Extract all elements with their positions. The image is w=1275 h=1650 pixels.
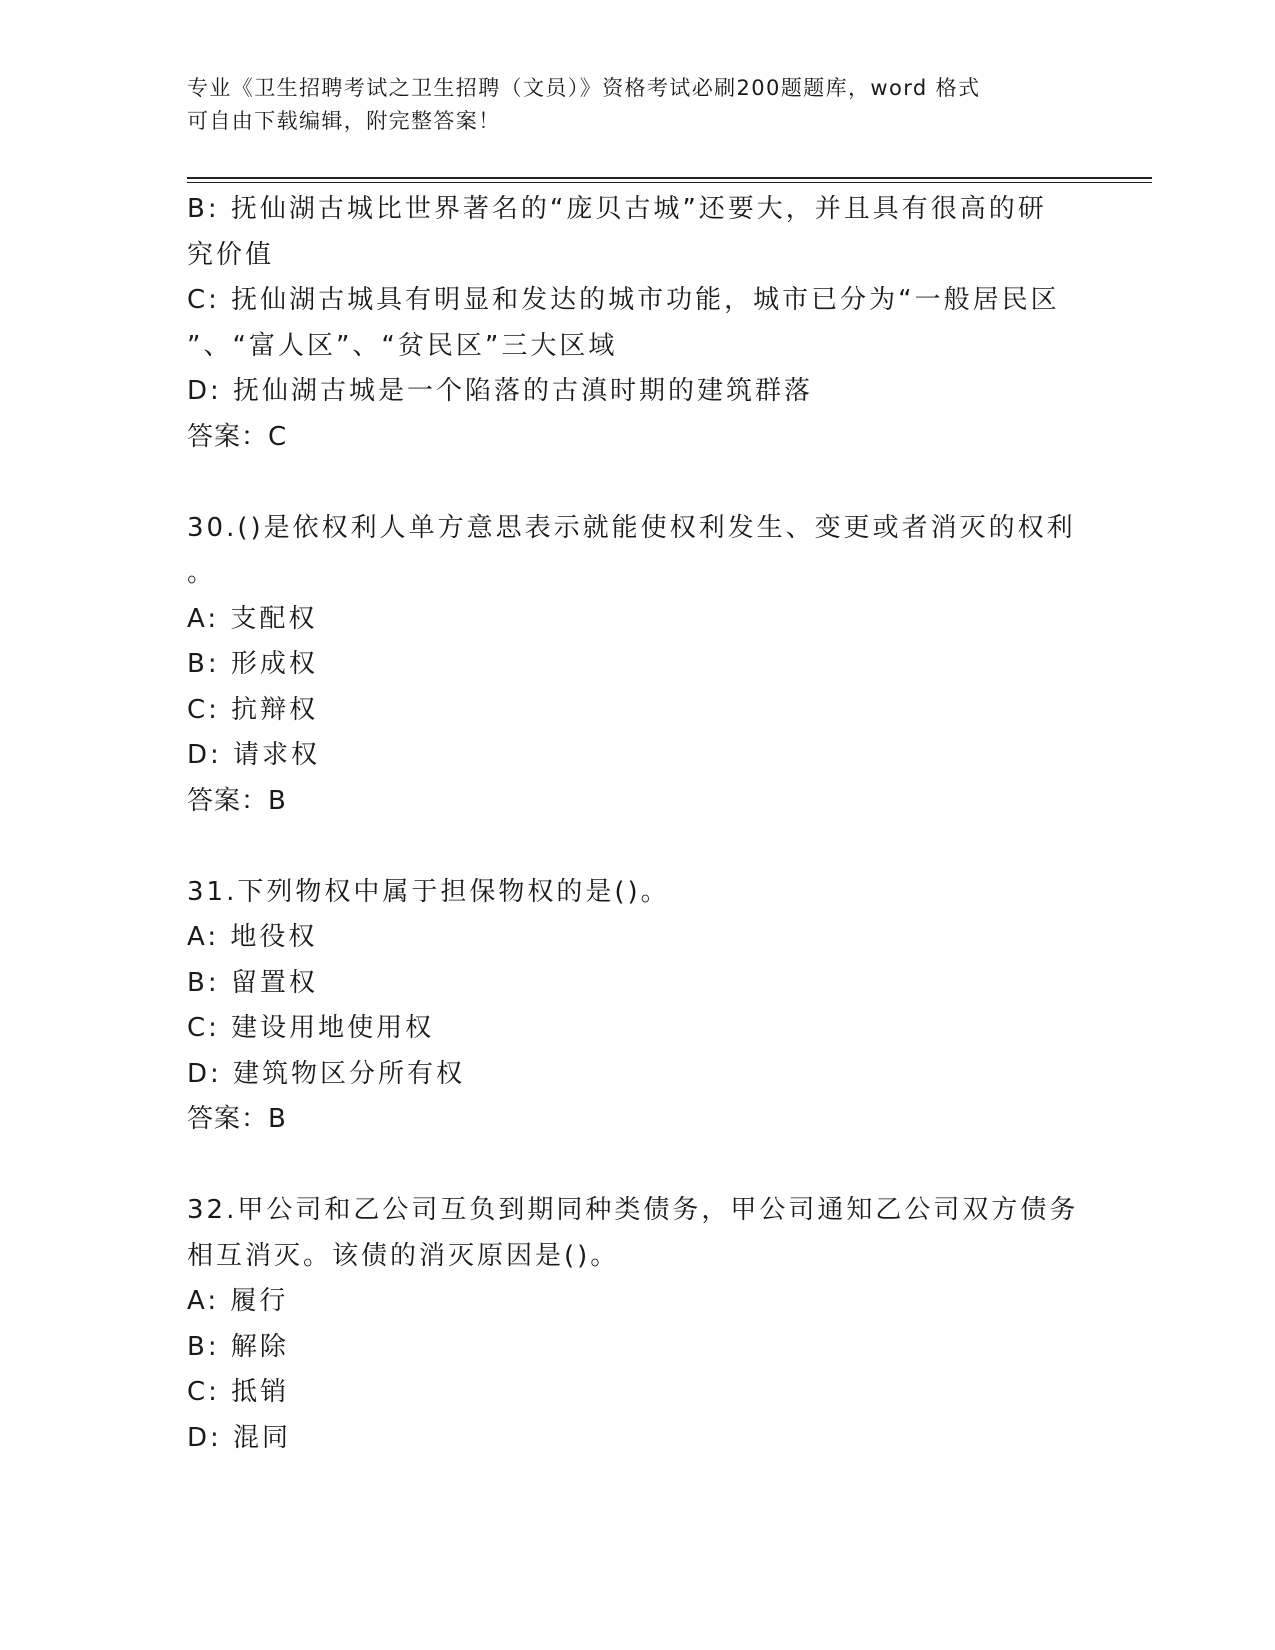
option-a: A: 支配权 [187, 603, 318, 634]
option-c-line-2: ”、“富人区”、“贫民区”三大区域 [187, 330, 618, 361]
option-b-line-1: B: 抚仙湖古城比世界著名的“庞贝古城”还要大，并且具有很高的研 [187, 194, 1047, 224]
question-block-31 [187, 870, 1077, 1143]
option-b-line-2: 究价值 [187, 239, 275, 270]
question-list [187, 187, 1077, 1461]
question-stem-line-2: 。 [187, 558, 217, 588]
option-c: C: 建设用地使用权 [187, 1013, 435, 1043]
option-c-line-1: C: 抚仙湖古城具有明显和发达的城市功能，城市已分为“一般居民区 [187, 285, 1060, 315]
option-b: B: 留置权 [187, 967, 318, 998]
option-a: A: 履行 [187, 1286, 289, 1316]
answer: 答案：B [187, 785, 287, 816]
question-stem-line-2: 相互消灭。该债的消灭原因是()。 [187, 1240, 620, 1271]
document-header [187, 72, 1067, 138]
answer: 答案：C [187, 421, 288, 452]
option-d: D: 请求权 [187, 740, 321, 770]
answer: 答案：B [187, 1104, 287, 1134]
option-c: C: 抗辩权 [187, 694, 319, 725]
option-d: D: 建筑物区分所有权 [187, 1058, 466, 1089]
header-line-2: 可自由下载编辑，附完整答案！ [187, 109, 501, 133]
option-b: B: 形成权 [187, 649, 318, 679]
option-d: D: 抚仙湖古城是一个陷落的古滇时期的建筑群落 [187, 376, 814, 406]
header-line-1: 专业《卫生招聘考试之卫生招聘（文员）》资格考试必刷200题题库，word 格式 [187, 76, 981, 100]
question-block-29 [187, 187, 1077, 460]
question-stem-line-1: 32.甲公司和乙公司互负到期同种类债务，甲公司通知乙公司双方债务 [187, 1195, 1079, 1225]
spacer [187, 460, 1077, 506]
option-a: A: 地役权 [187, 922, 318, 952]
header-divider-thick [187, 177, 1152, 179]
option-c: C: 抵销 [187, 1377, 290, 1407]
option-d: D: 混同 [187, 1422, 292, 1453]
question-stem: 31.下列物权中属于担保物权的是()。 [187, 876, 670, 907]
question-stem-line-1: 30.()是依权利人单方意思表示就能使权利发生、变更或者消灭的权利 [187, 512, 1076, 543]
question-block-32 [187, 1188, 1077, 1461]
spacer [187, 1143, 1077, 1189]
option-b: B: 解除 [187, 1331, 289, 1362]
question-block-30 [187, 506, 1077, 825]
header-divider-thin [187, 182, 1152, 183]
spacer [187, 824, 1077, 870]
